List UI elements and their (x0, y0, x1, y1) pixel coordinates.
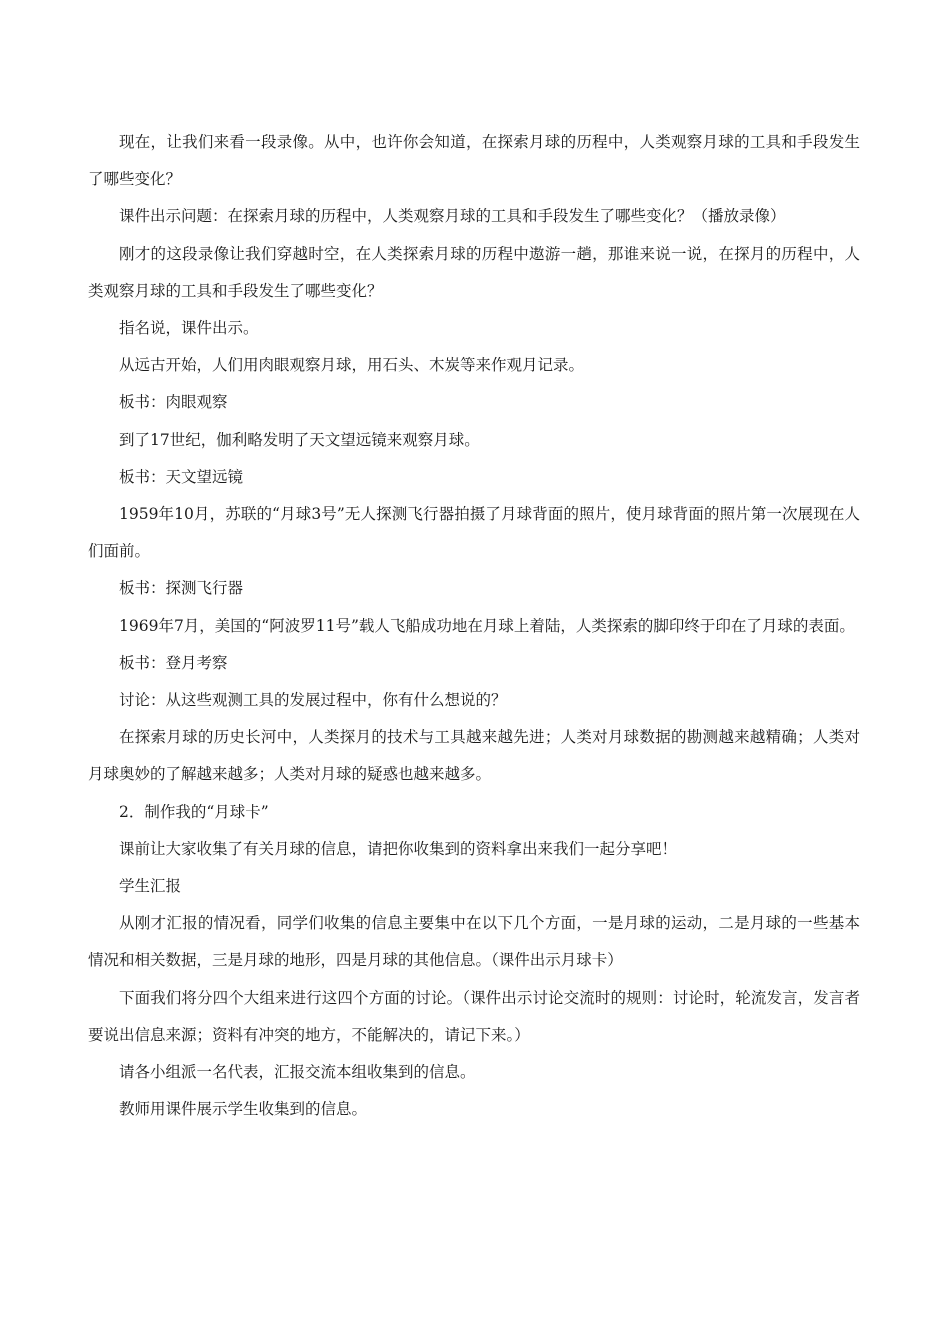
paragraph-12: 板书：登月考察 (119, 653, 228, 672)
paragraph-16: 课前让大家收集了有关月球的信息，请把你收集到的资料拿出来我们一起分享吧！ (119, 839, 678, 858)
document-page (88, 124, 860, 1128)
paragraph-8: 板书：天文望远镜 (119, 467, 244, 486)
paragraph-17: 学生汇报 (119, 877, 182, 896)
paragraph-3: 刚才的这段录像让我们穿越时空，在人类探索月球的历程中遨游一趟，那谁来说一说，在探月的历程中，人类观察月球的工具和手段发生了哪些变化？ (88, 244, 860, 300)
paragraph-21: 教师用课件展示学生收集到的信息。 (119, 1100, 368, 1119)
paragraph-6: 板书：肉眼观察 (119, 393, 228, 412)
paragraph-7: 到了17世纪，伽利略发明了天文望远镜来观察月球。 (119, 430, 480, 449)
paragraph-14: 在探索月球的历史长河中，人类探月的技术与工具越来越先进；人类对月球数据的勘测越来越精确；人类对月球奥妙的了解越来越多；人类对月球的疑惑也越来越多。 (88, 728, 860, 784)
paragraph-5: 从远古开始，人们用肉眼观察月球，用石头、木炭等来作观月记录。 (119, 356, 585, 375)
paragraph-19: 下面我们将分四个大组来进行这四个方面的讨论。（课件出示讨论交流时的规则：讨论时，轮流发言，发言者要说出信息来源；资料有冲突的地方，不能解决的，请记下来。） (88, 988, 860, 1044)
paragraph-4: 指名说，课件出示。 (119, 319, 259, 338)
paragraph-15: 2．制作我的“月球卡” (119, 802, 269, 821)
paragraph-20: 请各小组派一名代表，汇报交流本组收集到的信息。 (119, 1063, 476, 1082)
paragraph-10: 板书：探测飞行器 (119, 579, 244, 598)
paragraph-13: 讨论：从这些观测工具的发展过程中，你有什么想说的？ (119, 691, 507, 710)
paragraph-2: 课件出示问题：在探索月球的历程中，人类观察月球的工具和手段发生了哪些变化？（播放录像） (119, 207, 786, 226)
paragraph-1: 现在，让我们来看一段录像。从中，也许你会知道，在探索月球的历程中，人类观察月球的工具和手段发生了哪些变化？ (88, 133, 860, 189)
paragraph-18: 从刚才汇报的情况看，同学们收集的信息主要集中在以下几个方面，一是月球的运动，二是月球的一些基本情况和相关数据，三是月球的地形，四是月球的其他信息。（课件出示月球卡） (88, 914, 860, 970)
paragraph-9: 1959年10月，苏联的“月球3号”无人探测飞行器拍摄了月球背面的照片，使月球背面的照片第一次展现在人们面前。 (88, 505, 860, 561)
paragraph-11: 1969年7月，美国的“阿波罗11号”载人飞船成功地在月球上着陆，人类探索的脚印终于印在了月球的表面。 (119, 616, 855, 635)
